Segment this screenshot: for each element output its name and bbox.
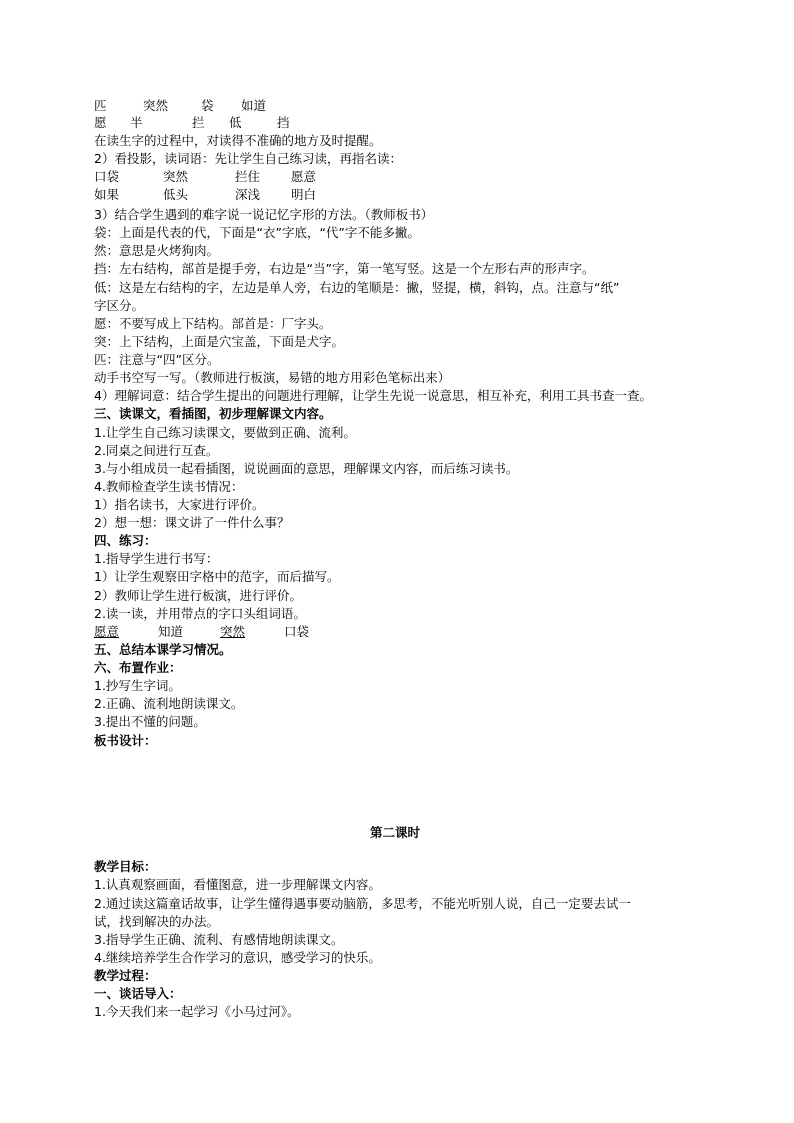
section-heading: 四、练习： [94,533,157,548]
section-heading: 五、总结本课学习情况。 [94,642,232,657]
paragraph: 袋：上面是代表的代，下面是“衣”字底，“代”字不能多撇。 [94,225,420,240]
word-item: 口袋 [284,624,310,639]
paragraph: 匹：注意与“四”区分。 [94,352,220,367]
list-item: 2.读一读，并用带点的字口头组词语。 [94,606,306,621]
char-item: 突然 [143,98,169,113]
list-item: 3.指导学生正确、流利、有感情地朗读课文。 [94,932,344,947]
list-item: 2）想一想：课文讲了一件什么事？ [94,515,290,530]
word-item: 突然 [220,624,246,639]
word-item: 深浅 [235,187,261,202]
char-item: 如道 [241,98,267,113]
list-item: 2.正确、流利地朗读课文。 [94,696,244,711]
paragraph: 低：这是左右结构的字，左边是单人旁，右边的笔顺是：撇，竖提，横，斜钩，点。注意与“纸” [94,280,620,295]
char-item: 愿 [94,115,107,130]
section-heading: 一、谈话导入： [94,986,182,1001]
word-item: 愿意 [94,624,120,639]
word-item: 明白 [291,187,317,202]
word-item: 突然 [163,169,189,184]
word-item: 如果 [94,187,120,202]
list-item: 4.继续培养学生合作学习的意识，感受学习的快乐。 [94,950,381,965]
paragraph: 2）看投影，读词语：先让学生自己练习读，再指名读： [94,151,402,166]
lesson-title: 第二课时 [370,825,421,840]
paragraph: 突：上下结构，上面是穴宝盖，下面是犬字。 [94,334,345,349]
paragraph: 在读生字的过程中，对读得不准确的地方及时提醒。 [94,133,382,148]
paragraph: 然：意思是火烤狗肉。 [94,243,220,258]
section-heading: 教学目标： [94,859,157,874]
list-item: 1.今天我们来一起学习《小马过河》。 [94,1004,300,1019]
list-item: 1.让学生自己练习读课文，要做到正确、流利。 [94,425,356,440]
char-item: 半 [130,115,143,130]
char-item: 匹 [94,98,107,113]
paragraph: 4）理解词意：结合学生提出的问题进行理解，让学生先说一说意思，相互补充，利用工具书查一查。 [94,388,652,403]
section-heading: 三、读课文，看插图，初步理解课文内容。 [94,406,332,421]
paragraph: 动手书空写一写。（教师进行板演，易错的地方用彩色笔标出来） [94,370,451,385]
word-item: 愿意 [291,169,317,184]
char-item: 低 [229,115,242,130]
section-heading: 六、布置作业： [94,660,182,675]
paragraph: 3）结合学生遇到的难字说一说记忆字形的方法。（教师板书） [94,207,434,222]
list-item: 2.通过读这篇童话故事，让学生懂得遇事要动脑筋，多思考，不能光听别人说，自己一定要去试一 [94,896,631,911]
list-item: 1.认真观察画面，看懂图意，进一步理解课文内容。 [94,877,381,892]
word-item: 拦住 [235,169,261,184]
list-item: 2）教师让学生进行板演，进行评价。 [94,588,302,603]
list-item: 1.指导学生进行书写： [94,551,219,566]
char-item: 挡 [277,115,290,130]
paragraph: 字区分。 [94,298,145,313]
list-item: 3.提出不懂的问题。 [94,714,206,729]
section-heading: 教学过程： [94,968,157,983]
list-item: 2.同桌之间进行互查。 [94,443,219,458]
list-item: 1）指名读书，大家进行评价。 [94,497,265,512]
list-item: 3.与小组成员一起看插图，说说画面的意思，理解课文内容，而后练习读书。 [94,461,519,476]
char-item: 拦 [192,115,205,130]
word-item: 口袋 [94,169,120,184]
word-item: 低头 [163,187,189,202]
paragraph: 挡：左右结构，部首是提手旁，右边是“当”字，第一笔写竖。这是一个左形右声的形声字。 [94,261,595,276]
list-item: 试，找到解决的办法。 [94,914,220,929]
list-item: 1）让学生观察田字格中的范字，而后描写。 [94,569,340,584]
word-text: 知道 [158,624,184,639]
paragraph: 愿：不要写成上下结构。部首是：厂字头。 [94,316,332,331]
list-item: 1.抄写生字词。 [94,678,181,693]
list-item: 4.教师检查学生读书情况： [94,479,244,494]
section-heading: 板书设计： [94,733,157,748]
char-item: 袋 [201,98,214,113]
word-item [158,623,211,640]
